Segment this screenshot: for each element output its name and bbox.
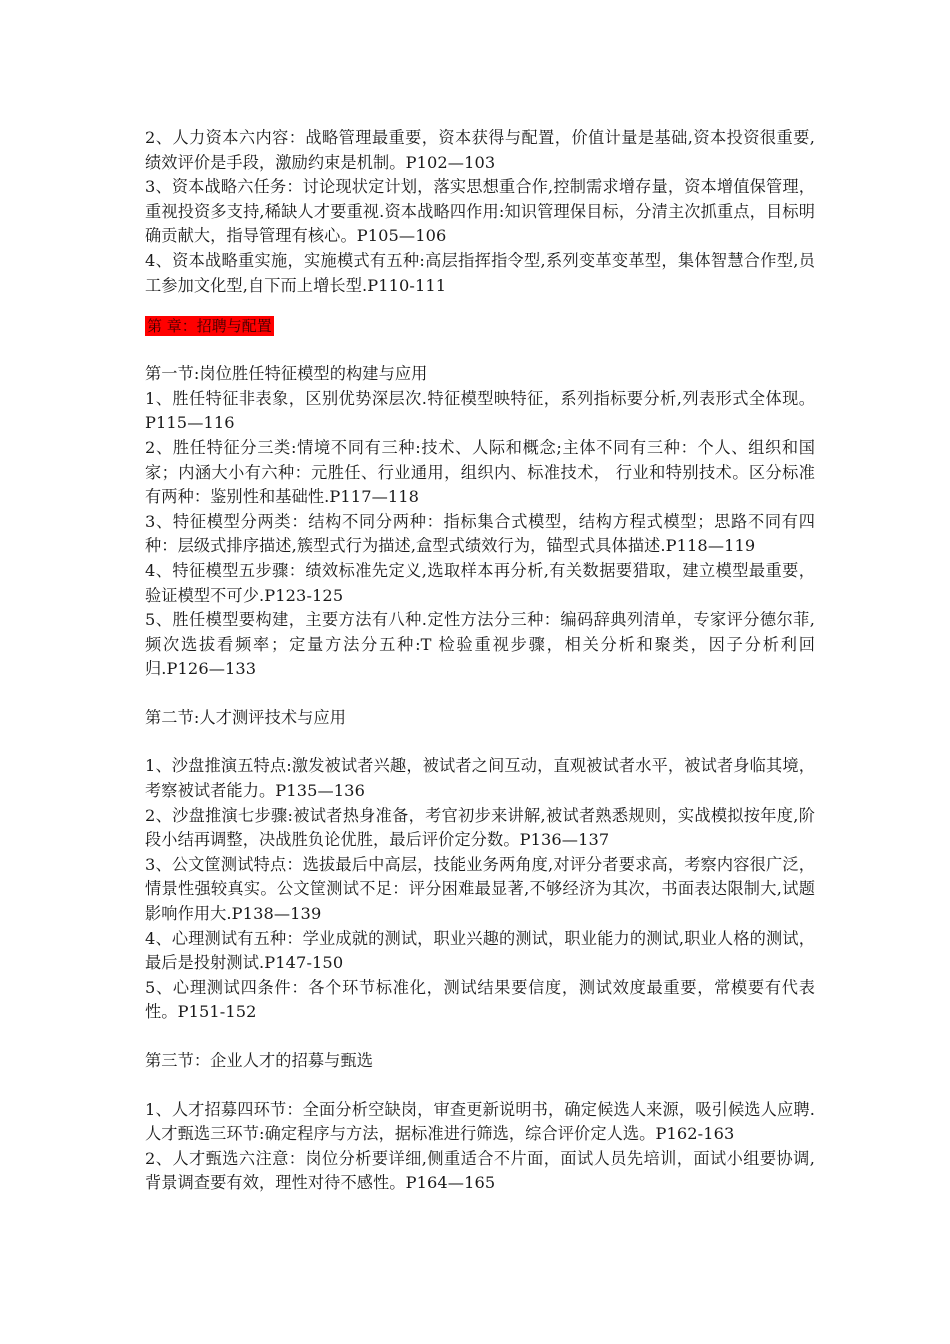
list-item: 3、特征模型分两类：结构不同分两种：指标集合式模型，结构方程式模型；思路不同有四种：层级式排序描述,簇型式行为描述,盒型式绩效行为，锚型式具体描述.P118—119 (145, 511, 815, 556)
list-item: 2、人才甄选六注意：岗位分析要详细,侧重适合不片面，面试人员先培训，面试小组要协调,背景调查要有效，理性对待不感性。P164—165 (145, 1148, 815, 1193)
document-body (145, 126, 815, 1196)
list-item: 1、胜任特征非表象，区别优势深层次.特征模型映特征，系列指标要分析,列表形式全体现。P115—116 (145, 388, 815, 433)
list-item: 1、人才招募四环节：全面分析空缺岗，审查更新说明书，确定候选人来源，吸引候选人应聘.人才甄选三环节:确定程序与方法，据标准进行筛选，综合评价定人选。P162-163 (145, 1099, 815, 1144)
list-item: 3、公文筐测试特点：选拔最后中高层，技能业务两角度,对评分者要求高，考察内容很广泛，情景性强较真实。公文筐测试不足：评分困难最显著,不够经济为其次，书面表达限制大,试题影响作用大.P138—139 (145, 854, 815, 924)
chapter-title: 第 章：招聘与配置 (147, 317, 272, 336)
list-item: 1、沙盘推演五特点:激发被试者兴趣，被试者之间互动，直观被试者水平，被试者身临其境，考察被试者能力。P135—136 (145, 756, 815, 801)
list-item: 4、特征模型五步骤：绩效标准先定义,选取样本再分析,有关数据要猎取，建立模型最重要，验证模型不可少.P123-125 (145, 560, 815, 605)
section-2-list (145, 754, 815, 1025)
list-item: 3、资本战略六任务：讨论现状定计划，落实思想重合作,控制需求增存量，资本增值保管理，重视投资多支持,稀缺人才要重视.资本战略四作用:知识管理保目标，分清主次抓重点，目标明确贡献大，指导管理有核心。P105—106 (145, 177, 815, 246)
section-1-list (145, 387, 815, 682)
list-item: 4、心理测试有五种：学业成就的测试，职业兴趣的测试，职业能力的测试,职业人格的测试，最后是投射测试.P147-150 (145, 928, 815, 973)
chapter-heading-row (145, 316, 815, 340)
section-title: 第二节:人才测评技术与应用 (145, 707, 347, 727)
section-3-list (145, 1098, 815, 1196)
list-item: 4、资本战略重实施，实施模式有五种:高层指挥指令型,系列变革变革型，集体智慧合作型,员工参加文化型,自下而上增长型.P110-111 (145, 250, 815, 295)
list-item: 5、胜任模型要构建，主要方法有八种.定性方法分三种：编码辞典列清单，专家评分德尔菲,频次选拔看频率；定量方法分五种:T 检验重视步骤，相关分析和聚类，因子分析利回归.P126—133 (145, 610, 815, 679)
section-title: 第三节：企业人才的招募与甄选 (145, 1051, 374, 1070)
list-item: 2、人力资本六内容：战略管理最重要，资本获得与配置，价值计量是基础,资本投资很重要,绩效评价是手段，激励约束是机制。P102—103 (145, 128, 815, 172)
list-item: 5、心理测试四条件：各个环节标准化，测试结果要信度，测试效度最重要，常模要有代表性。P151-152 (145, 977, 815, 1022)
section-title: 第一节:岗位胜任特征模型的构建与应用 (145, 364, 428, 384)
list-item: 2、胜任特征分三类:情境不同有三种:技术、人际和概念;主体不同有三种：个人、组织和国家；内涵大小有六种：元胜任、行业通用，组织内、标准技术， 行业和特别技术。区分标准有两种：鉴别性和基础性.P117—118 (145, 437, 815, 507)
intro-list (145, 126, 815, 298)
list-item: 2、沙盘推演七步骤:被试者热身准备，考官初步来讲解,被试者熟悉规则，实战模拟按年度,阶段小结再调整，决战胜负论优胜，最后评价定分数。P136—137 (145, 805, 815, 850)
